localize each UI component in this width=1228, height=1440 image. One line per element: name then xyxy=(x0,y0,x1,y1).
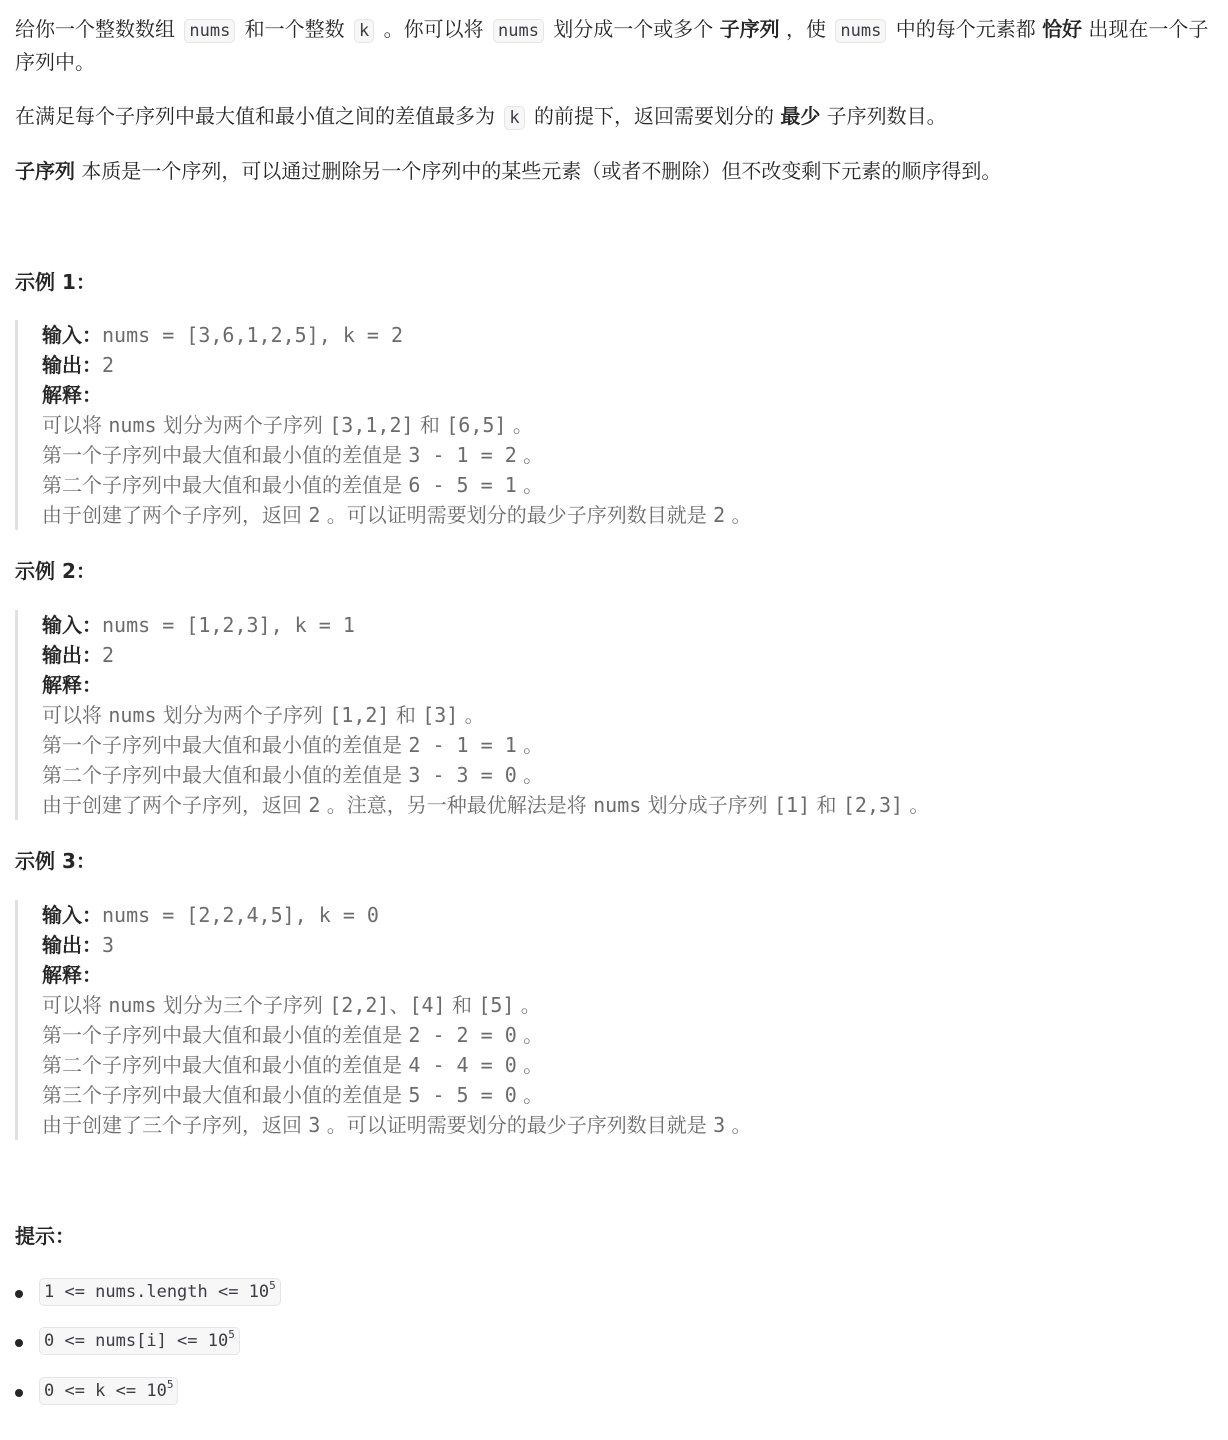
intro-paragraph-2: 在满足每个子序列中最大值和最小值之间的差值最多为 k 的前提下，返回需要划分的 最少 子序列数目。 xyxy=(15,104,947,128)
code-fragment: [4] xyxy=(409,993,446,1017)
example-output xyxy=(42,350,1205,380)
example-1-heading: 示例 1： xyxy=(15,270,96,294)
example-2-block xyxy=(15,610,1205,820)
code-fragment: 2 xyxy=(713,503,726,527)
text-fragment: 划分成子序列 xyxy=(641,793,775,817)
text-fragment: 。 xyxy=(516,1053,544,1077)
hint-text: 0 <= k <= 10 xyxy=(44,1381,167,1401)
text-fragment: 。注意，另一种最优解法是将 xyxy=(320,793,594,817)
example-input xyxy=(42,900,1205,930)
example-explanation xyxy=(42,380,1205,410)
code-fragment: nums xyxy=(593,793,642,817)
inline-code-nums: nums xyxy=(184,19,235,43)
explanation-line xyxy=(42,1050,1205,1080)
bullet-icon xyxy=(15,1339,23,1347)
hint-constraint xyxy=(39,1327,240,1355)
text-fragment: 第一个子序列中最大值和最小值的差值是 xyxy=(42,1023,409,1047)
explanation-line xyxy=(42,1020,1205,1050)
text-fragment: 。 xyxy=(516,473,544,497)
text-fragment: 。 xyxy=(516,443,544,467)
code-fragment: [1,2] xyxy=(329,703,390,727)
explanation-line xyxy=(42,470,1205,500)
example-input-label: 输入： xyxy=(42,903,102,927)
code-fragment: 6 - 5 = 1 xyxy=(408,473,517,497)
code-fragment: 2 xyxy=(308,793,321,817)
code-fragment: [1] xyxy=(774,793,811,817)
explanation-line xyxy=(42,440,1205,470)
code-fragment: 3 - 1 = 2 xyxy=(408,443,517,467)
code-fragment: 3 xyxy=(308,1113,321,1137)
code-fragment: nums xyxy=(108,413,157,437)
code-fragment: [6,5] xyxy=(446,413,507,437)
text-fragment: 。 xyxy=(516,763,544,787)
text-fragment: 。可以证明需要划分的最少子序列数目就是 xyxy=(320,1113,714,1137)
example-explanation-label: 解释： xyxy=(42,383,102,407)
example-explanation-label: 解释： xyxy=(42,673,102,697)
code-fragment: 3 - 3 = 0 xyxy=(408,763,517,787)
example-output-label: 输出： xyxy=(42,643,102,667)
text-fragment: 可以将 xyxy=(42,703,109,727)
bold-term: 最少 xyxy=(780,104,821,128)
explanation-line xyxy=(42,1080,1205,1110)
text-fragment: 划分为两个子序列 xyxy=(156,413,330,437)
example-input-value: nums = [1,2,3], k = 1 xyxy=(102,613,355,637)
text-fragment: 。 xyxy=(516,1083,544,1107)
hint-exponent: 5 xyxy=(228,1328,235,1341)
example-input-value: nums = [3,6,1,2,5], k = 2 xyxy=(102,323,404,347)
hint-text: 0 <= nums[i] <= 10 xyxy=(44,1331,229,1351)
hints-heading: 提示： xyxy=(15,1224,75,1248)
code-fragment: 2 - 2 = 0 xyxy=(408,1023,517,1047)
text-fragment: 和 xyxy=(413,413,447,437)
explanation-line xyxy=(42,730,1205,760)
explanation-line xyxy=(42,1110,1205,1140)
hint-text: 1 <= nums.length <= 10 xyxy=(44,1282,270,1302)
code-fragment: nums xyxy=(108,993,157,1017)
text-fragment: 、 xyxy=(389,993,410,1017)
inline-code-k: k xyxy=(354,19,374,43)
inline-code-nums: nums xyxy=(493,19,544,43)
inline-code-nums: nums xyxy=(835,19,886,43)
example-input xyxy=(42,320,1205,350)
bullet-icon xyxy=(15,1290,23,1298)
text-fragment: 由于创建了两个子序列，返回 xyxy=(42,503,309,527)
text-fragment: 第三个子序列中最大值和最小值的差值是 xyxy=(42,1083,409,1107)
text-fragment: 。 xyxy=(506,413,533,437)
example-input xyxy=(42,610,1205,640)
text-fragment: 。 xyxy=(725,503,752,527)
code-fragment: [2,3] xyxy=(842,793,904,817)
code-fragment: [3,1,2] xyxy=(329,413,414,437)
example-explanation xyxy=(42,670,1205,700)
example-2-heading: 示例 2： xyxy=(15,559,96,583)
example-1-block xyxy=(15,320,1205,530)
example-input-label: 输入： xyxy=(42,613,102,637)
bold-term: 子序列 xyxy=(719,17,780,41)
hint-constraint xyxy=(39,1377,178,1405)
code-fragment: nums xyxy=(108,703,157,727)
explanation-line xyxy=(42,410,1205,440)
text-fragment: 。 xyxy=(516,733,544,757)
intro-paragraph-1: 给你一个整数数组 nums 和一个整数 k 。你可以将 nums 划分成一个或多个 子序列 ，使 nums 中的每个元素都 恰好 出现在一个子序列中。 xyxy=(15,17,1209,74)
bold-term: 恰好 xyxy=(1042,17,1083,41)
example-output-value: 2 xyxy=(102,643,115,667)
example-output xyxy=(42,930,1205,960)
hint-exponent: 5 xyxy=(269,1279,276,1292)
text-fragment: 可以将 xyxy=(42,413,109,437)
hint-constraint xyxy=(39,1278,281,1306)
example-3-block xyxy=(15,900,1205,1140)
text-fragment: 。 xyxy=(516,1023,544,1047)
text-fragment: 和 xyxy=(389,703,423,727)
text-fragment: 。 xyxy=(458,703,485,727)
explanation-line xyxy=(42,990,1205,1020)
text-fragment: 第二个子序列中最大值和最小值的差值是 xyxy=(42,473,409,497)
text-fragment: 可以将 xyxy=(42,993,109,1017)
example-output-value: 2 xyxy=(102,353,115,377)
text-fragment: 由于创建了两个子序列，返回 xyxy=(42,793,309,817)
inline-code-k: k xyxy=(504,106,524,130)
text-fragment: 。 xyxy=(725,1113,752,1137)
code-fragment: 3 xyxy=(713,1113,726,1137)
code-fragment: [3] xyxy=(422,703,459,727)
example-explanation-label: 解释： xyxy=(42,963,102,987)
text-fragment: 。可以证明需要划分的最少子序列数目就是 xyxy=(320,503,714,527)
example-explanation xyxy=(42,960,1205,990)
code-fragment: 2 - 1 = 1 xyxy=(408,733,517,757)
text-fragment: 第一个子序列中最大值和最小值的差值是 xyxy=(42,443,409,467)
text-fragment: 第二个子序列中最大值和最小值的差值是 xyxy=(42,1053,409,1077)
explanation-line xyxy=(42,700,1205,730)
bullet-icon xyxy=(15,1389,23,1397)
bold-term: 子序列 xyxy=(15,159,75,183)
code-fragment: 4 - 4 = 0 xyxy=(408,1053,517,1077)
example-output-value: 3 xyxy=(102,933,115,957)
example-output-label: 输出： xyxy=(42,933,102,957)
example-input-label: 输入： xyxy=(42,323,102,347)
text-fragment: 第二个子序列中最大值和最小值的差值是 xyxy=(42,763,409,787)
text-fragment: 划分为两个子序列 xyxy=(156,703,330,727)
hint-exponent: 5 xyxy=(166,1378,174,1391)
example-output-label: 输出： xyxy=(42,353,102,377)
explanation-line xyxy=(42,790,1205,820)
example-input-value: nums = [2,2,4,5], k = 0 xyxy=(102,903,379,927)
text-fragment: 由于创建了三个子序列，返回 xyxy=(42,1113,309,1137)
text-fragment: 划分为三个子序列 xyxy=(156,993,330,1017)
intro-paragraph-3: 子序列 本质是一个序列，可以通过删除另一个序列中的某些元素（或者不删除）但不改变剩下元素的顺序得到。 xyxy=(15,159,1002,183)
code-fragment: [2,2] xyxy=(329,993,390,1017)
example-3-heading: 示例 3： xyxy=(15,849,96,873)
code-fragment: 5 - 5 = 0 xyxy=(408,1083,517,1107)
explanation-line xyxy=(42,500,1205,530)
text-fragment: 。 xyxy=(903,793,930,817)
explanation-line xyxy=(42,760,1205,790)
text-fragment: 和 xyxy=(810,793,843,817)
text-fragment: 第一个子序列中最大值和最小值的差值是 xyxy=(42,733,409,757)
code-fragment: [5] xyxy=(478,993,515,1017)
example-output xyxy=(42,640,1205,670)
text-fragment: 和 xyxy=(445,993,479,1017)
text-fragment: 。 xyxy=(514,993,541,1017)
code-fragment: 2 xyxy=(308,503,321,527)
